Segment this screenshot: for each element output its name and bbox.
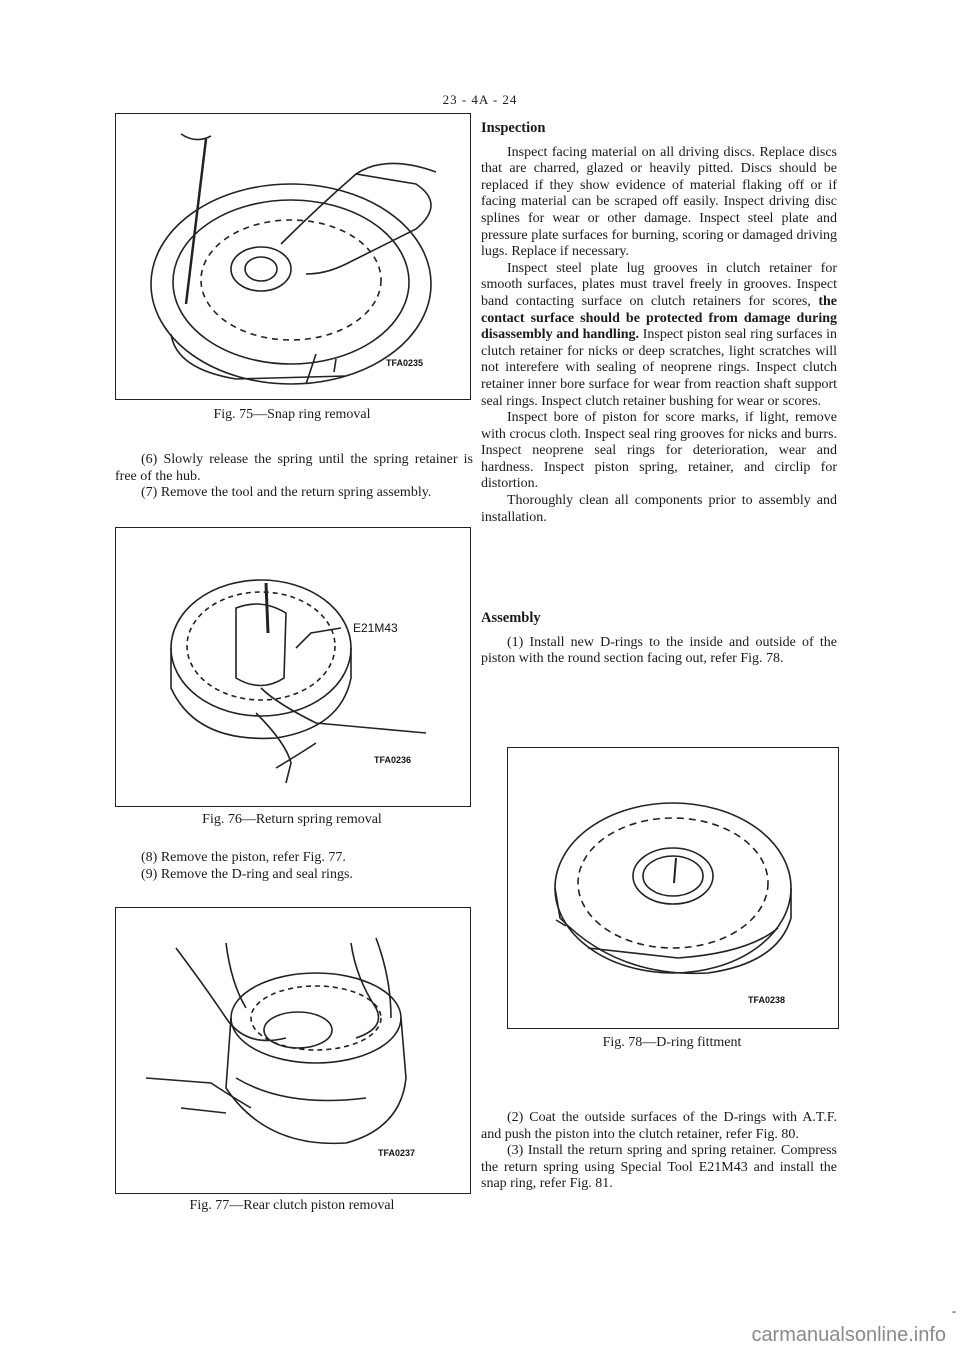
assembly-step-3: (3) Install the return spring and spring retainer. Compress the return spring using Special Tool E21M43 and install the snap ring, refer Fig. 81.: [481, 1143, 837, 1192]
inspection-paragraph: Inspect steel plate lug grooves in clutch retainer for smooth surfaces, plates must travel freely in grooves. Inspect band contacting surface on clutch retainers for scores, the contact surface should be protected from damage during disassembly and handling. Inspect piston seal ring surfaces in clutch retainer for nicks or deep scratches, light scratches will not interefere with sealing of neoprene rings. Inspect clutch retainer inner bore surface for wear from reaction shaft support seal rings. Inspect clutch retainer bushing for wear or scores.: [481, 260, 837, 409]
watermark: carmanualsonline.info: [751, 1324, 946, 1346]
figure-75-caption: Fig. 75—Snap ring removal: [213, 407, 371, 422]
figure-code: TFA0236: [374, 755, 412, 765]
inspection-paragraph: Inspect facing material on all driving discs. Replace discs that are charred, glazed or heavily pitted. Discs should be replaced if they show evidence of material flaking off or if facing material can be scraped off easily. Inspect driving disc splines for wear or other damage. Inspect steel plate and pressure plate surfaces for burning, scoring or damaged driving lugs. Replace if necessary.: [481, 144, 837, 260]
page-number: 23 - 4A - 24: [442, 92, 518, 107]
assembly-step-1: (1) Install new D-rings to the inside and outside of the piston with the round section facing out, refer Fig. 78.: [481, 634, 837, 667]
step-9: (9) Remove the D-ring and seal rings.: [141, 866, 353, 882]
figure-78-image: [507, 747, 839, 1029]
figure-77-caption: Fig. 77—Rear clutch piston removal: [189, 1198, 395, 1213]
step-8: (8) Remove the piston, refer Fig. 77. (9) Remove the D-ring and seal rings.: [115, 850, 473, 883]
assembly-heading: Assembly: [481, 610, 541, 626]
figure-code: TFA0235: [386, 358, 424, 368]
figure-code: TFA0237: [378, 1148, 416, 1158]
inspection-paragraph: Thoroughly clean all components prior to assembly and installation.: [481, 493, 837, 525]
figure-76-caption: Fig. 76—Return spring removal: [202, 812, 382, 827]
figure-75-image: [115, 113, 471, 400]
inspection-heading: Inspection: [481, 120, 546, 136]
figure-code: TFA0238: [748, 995, 786, 1005]
inspection-section: [481, 120, 837, 526]
figure-77-image: [115, 907, 471, 1194]
page-edge-dash: -: [952, 1304, 956, 1318]
assembly-section: [481, 610, 837, 668]
inspection-paragraph: Inspect bore of piston for score marks, if light, remove with crocus cloth. Inspect seal ring grooves for nicks and burrs. Inspect neoprene seal rings for deterioration, wear and hardness. Inspect piston spring, retainer, and circlip for distortion.: [481, 410, 837, 492]
assembly-step-2: (2) Coat the outside surfaces of the D-rings with A.T.F. and push the piston into the clutch retainer, refer Fig. 80.: [481, 1110, 837, 1142]
figure-78-caption: Fig. 78—D-ring fittment: [602, 1035, 742, 1050]
step-6: (6) Slowly release the spring until the spring retainer is free of the hub. (7) Remove the tool and the return spring assembly.: [115, 452, 473, 501]
tool-label: E21M43: [353, 621, 398, 635]
step-7: (7) Remove the tool and the return spring assembly.: [141, 485, 432, 501]
assembly-steps: [481, 1110, 837, 1193]
figure-76-image: [115, 527, 471, 807]
